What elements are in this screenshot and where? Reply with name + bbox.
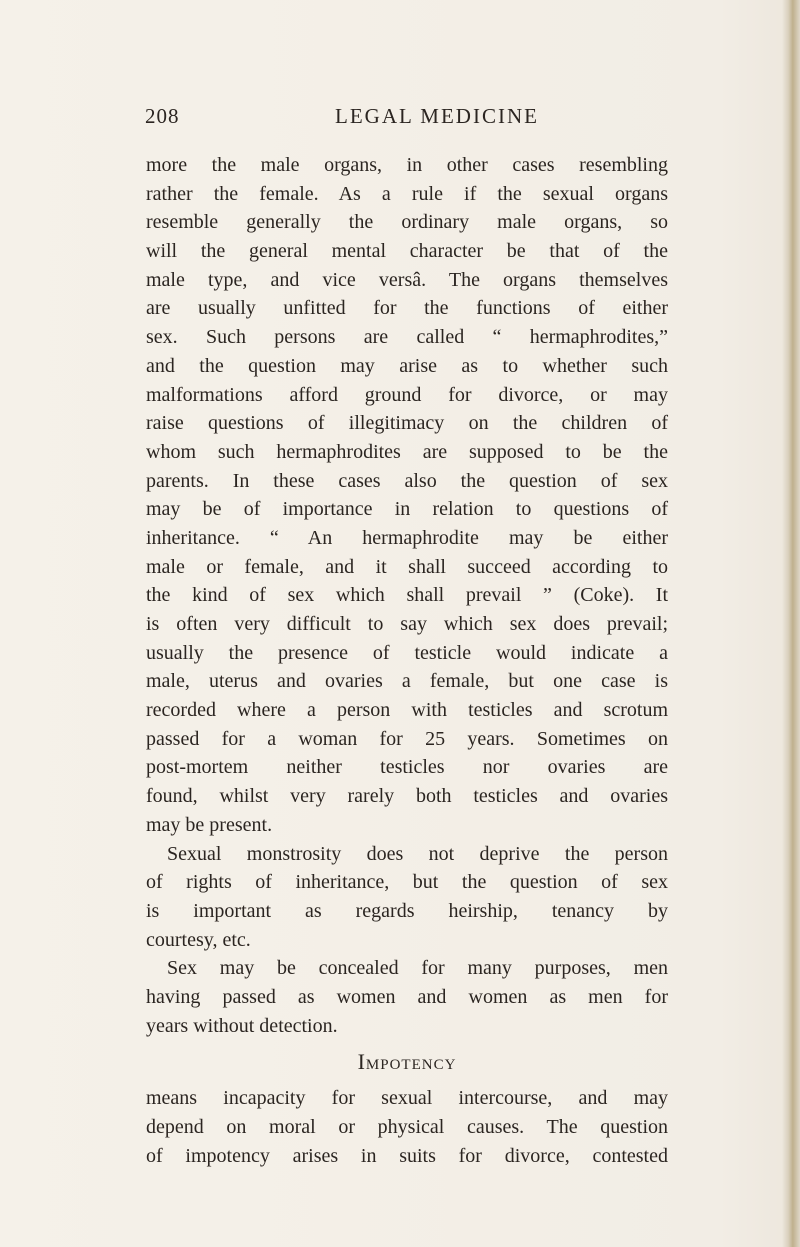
text-line: parents. In these cases also the question of sex [146,469,668,492]
text-line: years without detection. [146,1014,338,1037]
text-line: are usually unfitted for the functions of either [146,297,668,320]
text-line: depend on moral or physical causes. The question [146,1116,668,1138]
section-heading [146,1048,668,1084]
text-line: whom such hermaphrodites are supposed to be the [146,440,668,463]
paragraph-impotency [146,1084,668,1170]
text-line: raise questions of illegitimacy on the children of [146,412,668,435]
text-line: inheritance. “ An hermaphrodite may be either [146,526,668,549]
paragraph-concealed-sex [146,954,668,1040]
text-line: found, whilst very rarely both testicles and ovaries [146,785,668,808]
text-line: post-mortem neither testicles nor ovaries are [146,756,668,779]
text-line: more the male organs, in other cases resembling [146,154,668,176]
text-line: rather the female. As a rule if the sexual organs [146,182,668,205]
page-body [146,151,668,1170]
section-heading-text: Impotency [357,1049,457,1075]
text-line: male type, and vice versâ. The organs themselves [146,268,668,291]
page-number: 208 [145,104,180,128]
page-edge-shadow [782,0,800,1247]
text-line: male, uterus and ovaries a female, but one case is [146,670,668,693]
text-line: of impotency arises in suits for divorce, contested [146,1144,668,1167]
text-line: malformations afford ground for divorce, or may [146,383,668,406]
text-line: usually the presence of testicle would indicate a [146,641,668,664]
text-line: is important as regards heirship, tenancy by [146,899,668,922]
text-line: may be of importance in relation to questions of [146,498,668,521]
text-line: may be present. [146,813,273,836]
paragraph-hermaphroditism [146,151,668,840]
text-line: male or female, and it shall succeed according to [146,555,668,578]
text-line: is often very difficult to say which sex does prevail; [146,613,668,635]
text-line: passed for a woman for 25 years. Sometimes on [146,727,668,750]
paragraph-sexual-monstrosity [146,840,668,955]
text-line: the kind of sex which shall prevail ” (Coke). It [146,584,668,607]
text-line: recorded where a person with testicles and scrotum [146,699,668,722]
text-line: and the question may arise as to whether such [146,354,668,377]
text-line: sex. Such persons are called “ hermaphrodites,” [146,326,668,349]
text-line: courtesy, etc. [146,928,251,951]
text-line: Sex may be concealed for many purposes, men [167,957,668,980]
text-line: Sexual monstrosity does not deprive the person [167,842,668,865]
text-line: will the general mental character be that of the [146,240,668,263]
page-header [145,104,665,136]
text-line: resemble generally the ordinary male organs, so [146,211,668,234]
text-line: of rights of inheritance, but the question of sex [146,871,668,894]
running-head: LEGAL MEDICINE [335,104,539,128]
text-line: means incapacity for sexual intercourse, and may [146,1087,668,1110]
text-line: having passed as women and women as men for [146,985,668,1008]
